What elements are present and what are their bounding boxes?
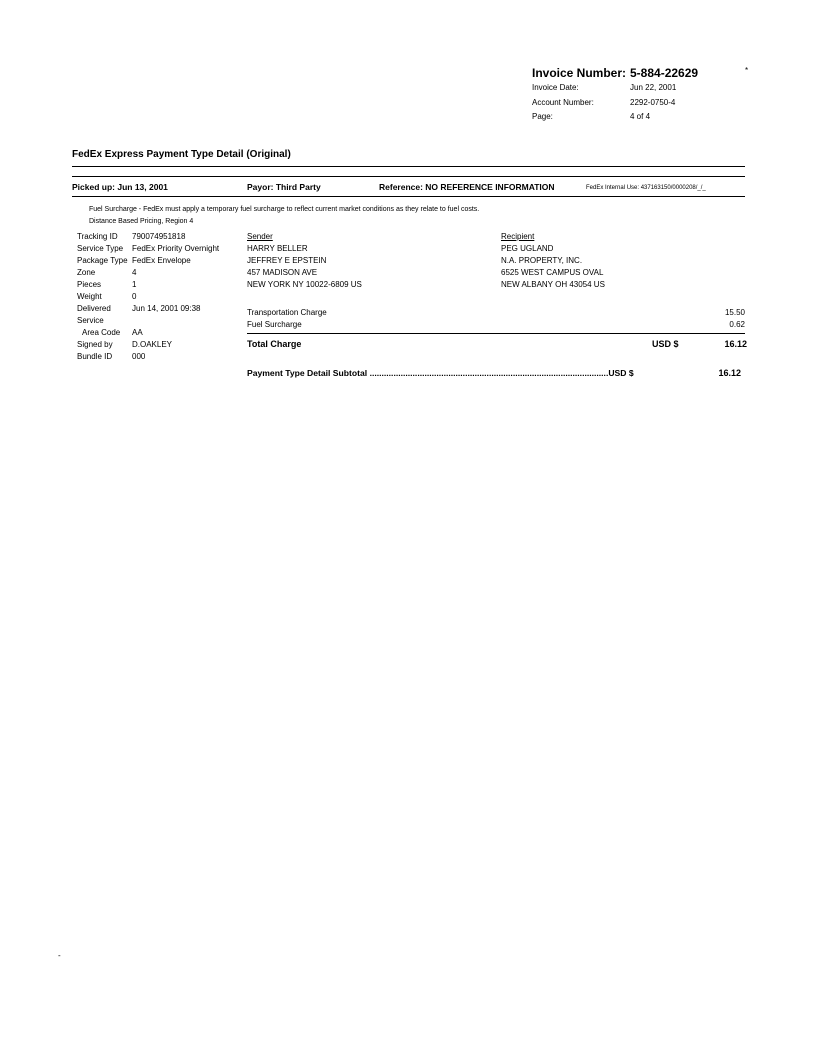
note: Fuel Surcharge - FedEx must apply a temporary fuel surcharge to reflect current market conditions as they relate to fuel costs. bbox=[89, 206, 480, 213]
service-type: FedEx Priority Overnight bbox=[132, 244, 220, 253]
signed-by: D.OAKLEY bbox=[132, 340, 173, 349]
recipient-line: NEW ALBANY OH 43054 US bbox=[501, 280, 605, 289]
subtotal-label: Payment Type Detail Subtotal ....................................................................................................USD $ bbox=[247, 368, 634, 378]
page-number: 4 of 4 bbox=[630, 112, 651, 121]
sender-line: NEW YORK NY 10022-6809 US bbox=[247, 280, 362, 289]
area-code: AA bbox=[132, 328, 143, 337]
sender-heading: Sender bbox=[247, 232, 273, 241]
package-type: FedEx Envelope bbox=[132, 256, 191, 265]
recipient-line: PEG UGLAND bbox=[501, 244, 554, 253]
account-number: 2292-0750-4 bbox=[630, 98, 676, 107]
charge-label: Fuel Surcharge bbox=[247, 320, 302, 329]
payor: Payor: Third Party bbox=[247, 182, 321, 192]
invoice-date: Jun 22, 2001 bbox=[630, 83, 677, 92]
charge-amount: 15.50 bbox=[724, 308, 745, 317]
detail-label: Signed by bbox=[77, 340, 113, 349]
weight: 0 bbox=[132, 292, 137, 301]
total-label: Total Charge bbox=[247, 339, 302, 349]
detail-label: Area Code bbox=[82, 328, 121, 337]
section-title: FedEx Express Payment Type Detail (Original) bbox=[72, 149, 291, 160]
detail-label: Zone bbox=[77, 268, 96, 277]
detail-label: Pieces bbox=[77, 280, 102, 289]
charge-amount: 0.62 bbox=[729, 320, 745, 329]
picked-up: Picked up: Jun 13, 2001 bbox=[72, 182, 168, 192]
page-label: Page: bbox=[532, 112, 553, 121]
invoice-number: 5-884-22629 bbox=[630, 66, 699, 80]
invoice-number-label: Invoice Number: bbox=[532, 66, 627, 80]
detail-label: Tracking ID bbox=[77, 232, 118, 241]
detail-label: Service Type bbox=[77, 244, 124, 253]
tracking-id: 790074951818 bbox=[132, 232, 186, 241]
detail-label: Weight bbox=[77, 292, 102, 301]
invoice-date-label: Invoice Date: bbox=[532, 83, 579, 92]
zone: 4 bbox=[132, 268, 137, 277]
detail-label: Delivered bbox=[77, 304, 111, 313]
account-number-label: Account Number: bbox=[532, 98, 594, 107]
internal-use: FedEx Internal Use: 437163150/0000208/_/_ bbox=[586, 185, 706, 191]
delivered: Jun 14, 2001 09:38 bbox=[132, 304, 201, 313]
reference: Reference: NO REFERENCE INFORMATION bbox=[379, 182, 555, 192]
note: Distance Based Pricing, Region 4 bbox=[89, 218, 194, 225]
subtotal-amount: 16.12 bbox=[718, 368, 741, 378]
detail-label: Service bbox=[77, 316, 104, 325]
charge-label: Transportation Charge bbox=[247, 308, 327, 317]
corner-mark: * bbox=[745, 66, 749, 75]
pieces: 1 bbox=[132, 280, 137, 289]
recipient-line: 6525 WEST CAMPUS OVAL bbox=[501, 268, 604, 277]
recipient-heading: Recipient bbox=[501, 232, 535, 241]
divider bbox=[72, 196, 745, 197]
sender-line: JEFFREY E EPSTEIN bbox=[247, 256, 327, 265]
detail-label: Package Type bbox=[77, 256, 128, 265]
divider bbox=[247, 333, 745, 334]
total-amount: 16.12 bbox=[724, 339, 747, 349]
divider bbox=[72, 166, 745, 167]
sender-line: 457 MADISON AVE bbox=[247, 268, 318, 277]
divider bbox=[72, 176, 745, 177]
sender-line: HARRY BELLER bbox=[247, 244, 308, 253]
bundle-id: 000 bbox=[132, 352, 146, 361]
footer-mark: - bbox=[58, 951, 61, 960]
recipient-line: N.A. PROPERTY, INC. bbox=[501, 256, 583, 265]
detail-label: Bundle ID bbox=[77, 352, 113, 361]
total-currency: USD $ bbox=[652, 339, 679, 349]
